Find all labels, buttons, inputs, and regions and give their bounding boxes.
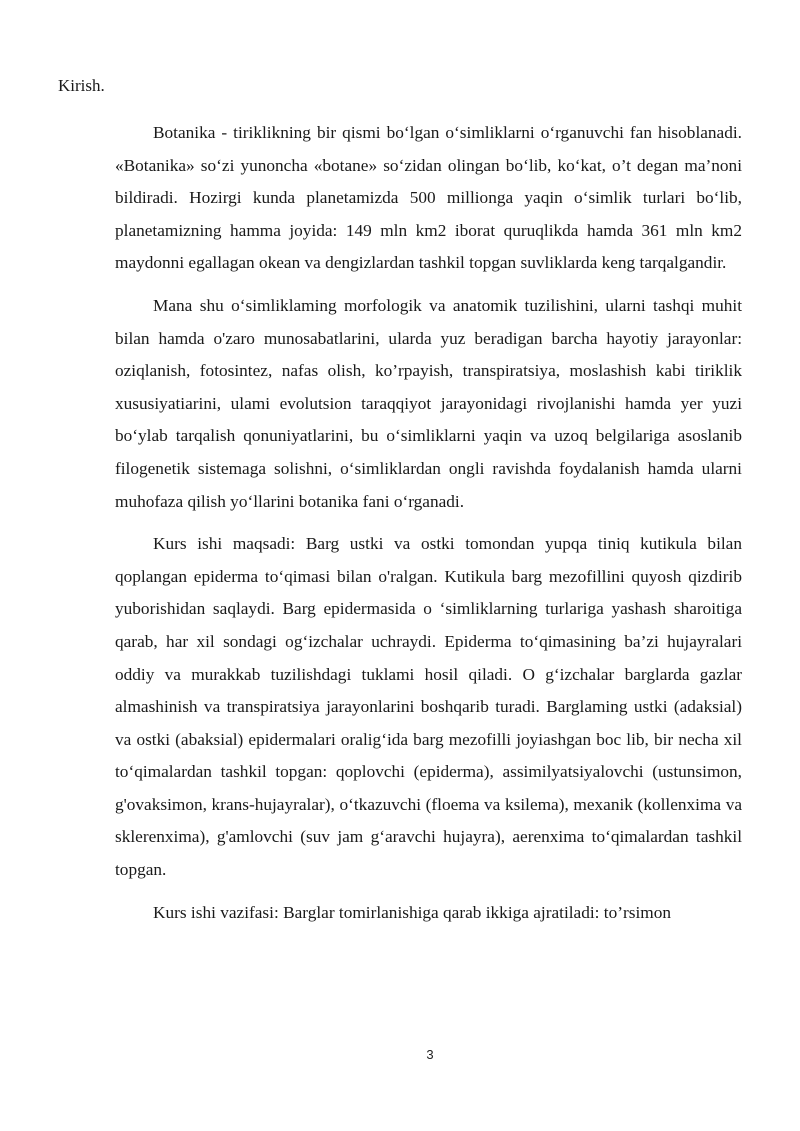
paragraph-course-goal: Kurs ishi maqsadi: Barg ustki va ostki tomondan yupqa tiniq kutikula bilan qoplangan epiderma to‘qimasi bilan o'ralgan. Kutikula barg mezofillini quyosh qizdirib yuborishidan saqlaydi. Barg epidermasida o ‘simliklarning turlariga yashash sharoitiga qarab, har xil sondagi og‘izchalar uchraydi. Epiderma to‘qimasining ba’zi hujayralari oddiy va murakkab tuzilishdagi tuklami hosil qiladi. O g‘izchalar barglarda gazlar almashinish va transpiratsiya jarayonlarini boshqarib turadi. Barglaming ustki (adaksial) va ostki (abaksial) epidermalari oralig‘ida barg mezofilli joyiashgan boc lib, bir necha xil to‘qimalardan tashkil topgan: qoplovchi (epiderma), assimilyatsiyalovchi (ustunsimon, g'ovaksimon, krans-hujayralar), o‘tkazuvchi (floema va ksilema), mexanik (kollenxima va sklerenxima), g'amlovchi (suv jam g‘aravchi hujayra), aerenxima to‘qimalardan tashkil topgan. (115, 534, 742, 880)
paragraph-intro-botanika: Botanika - tiriklikning bir qismi bo‘lgan o‘simliklarni o‘rganuvchi fan hisoblanadi. «Botanika» so‘zi yunoncha «botane» so‘zidan olingan bo‘lib, ko‘kat, o’t degan ma’noni bildiradi. Hozirgi kunda planetamizda 500 millionga yaqin o‘simlik turlari bo‘lib, planetamizning hamma joyida: 149 mln km2 iborat quruqlikda hamda 361 mln km2 maydonni egallagan okean va dengizlardan tashkil topgan suvliklarda keng tarqalgandir. (115, 123, 742, 273)
section-heading: Kirish. (58, 76, 105, 95)
paragraph-course-task: Kurs ishi vazifasi: Barglar tomirlanishiga qarab ikkiga ajratiladi: to’rsimon (153, 902, 671, 922)
page-number: 3 (426, 1047, 434, 1062)
paragraph-plant-study: Mana shu o‘simliklaming morfologik va anatomik tuzilishini, ularni tashqi muhit bilan hamda o'zaro munosabatlarini, ularda yuz beradigan barcha hayotiy jarayonlar: oziqlanish, fotosintez, nafas olish, ko’rpayish, transpiratsiya, moslashish kabi tiriklik xususiyatiarini, ulami evolutsion taraqqiyot jarayonidagi rivojlanishi hamda yer yuzi bo‘ylab tarqalish qonuniyatlarini, bu o‘simliklarni yaqin va uzoq belgilariga asoslanib filogenetik sistemaga solishni, o‘simliklardan ongli ravishda foydalanish hamda ularni muhofaza qilish yo‘llarini botanika fani o‘rganadi. (115, 295, 742, 511)
body-text (115, 117, 742, 939)
